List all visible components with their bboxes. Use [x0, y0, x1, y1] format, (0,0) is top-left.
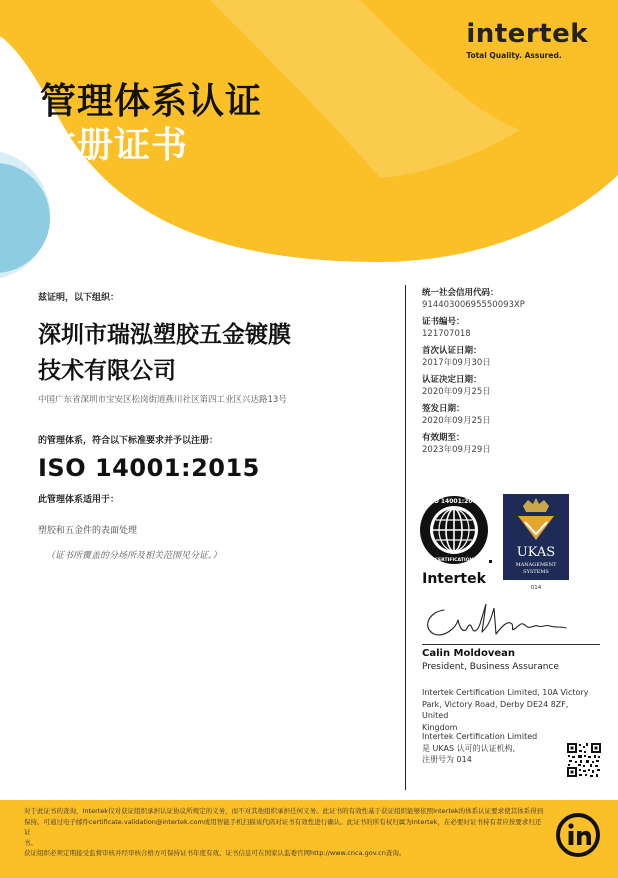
detail-value: 2020年09月25日 [422, 416, 491, 426]
detail-value: 2017年09月30日 [422, 358, 491, 368]
detail-certificate-number [422, 316, 602, 340]
footer-line: 对于此证书的查询，Intertek仅对获证组织承担认证协议所规定的义务，而不对其他组织承担任何义务。此证书的有效性基于获证组织能够依照Intertek的体系认证要求使其体系得到 [24, 807, 544, 815]
company-name [38, 317, 390, 389]
detail-decision-date [422, 374, 602, 398]
certification-marks [417, 492, 597, 592]
detail-value: 2020年09月25日 [422, 387, 491, 397]
signer-title: President, Business Assurance [422, 662, 559, 672]
issuer-address-line: Intertek Certification Limited, 10A Victory [422, 688, 589, 697]
ukas-systems: SYSTEMS [523, 569, 549, 575]
accreditation-line: 注册号为 014 [422, 755, 472, 764]
footer-line: 保持。可通过电子邮件certificate.validation@intertek.com或用智能手机扫描该代码对证书有效性进行确认。此证书的所有权归属为Intertek，在必要时证书持有者应按要求归还证 [24, 817, 542, 836]
signer-block [422, 648, 607, 672]
accreditation-line: Intertek Certification Limited [422, 732, 538, 741]
intertek-iso-mark [420, 496, 492, 587]
teal-circle-light [0, 150, 50, 280]
signer-name: Calin Moldovean [422, 648, 515, 659]
intertek-in-logo-icon [554, 811, 602, 859]
company-address: 中国广东省深圳市宝安区松岗街道燕川社区第四工业区兴达路13号 [38, 395, 287, 405]
company-name-line-1: 深圳市瑞泓塑胶五金镀膜 [38, 322, 291, 348]
issuer-address-line: Park, Victory Road, Derby DE24 8ZF, United [422, 699, 569, 720]
qr-code-icon[interactable] [566, 742, 602, 778]
footer-disclaimer [24, 806, 544, 859]
scope-text: 塑胶和五金件的表面处理 [38, 526, 138, 536]
standard-name: ISO 14001:2015 [38, 454, 260, 482]
ukas-label: UKAS [516, 545, 556, 560]
company-name-line-2: 技术有限公司 [38, 358, 176, 384]
registered-mark [489, 560, 492, 563]
title-line-1: 管理体系认证 [40, 81, 263, 122]
logo-wordmark: intertek [466, 19, 588, 49]
iso-ring-bottom-text: CERTIFICATION [434, 558, 474, 563]
intro-text: 兹证明，以下组织： [38, 293, 120, 303]
ukas-management: MANAGEMENT [515, 562, 557, 568]
detail-label: 统一社会信用代码： [422, 288, 499, 298]
scope-note: （证书所覆盖的分场所及相关范围见分证。） [46, 551, 222, 561]
detail-expiry-date [422, 432, 602, 456]
detail-label: 有效期至： [422, 433, 465, 443]
accreditation-line: 是 UKAS 认可的认证机构, [422, 743, 516, 753]
signature-line [422, 644, 600, 645]
column-divider [405, 285, 406, 790]
detail-issue-date [422, 403, 602, 427]
detail-value: 2023年09月29日 [422, 445, 491, 455]
scope-heading: 此管理体系适用于： [38, 495, 120, 505]
intertek-mark-label: Intertek [422, 571, 486, 587]
intertek-logo [466, 20, 588, 60]
ukas-mark [503, 494, 569, 591]
detail-value: 91440300695550093XP [422, 300, 525, 310]
certificate-details [422, 287, 602, 461]
detail-label: 证书编号： [422, 317, 465, 327]
detail-first-certification [422, 345, 602, 369]
footer-line: 获证组织必须定期接受监督审核并经审核合格方可保持证书年度有效。证书信息可在国家认监委官网http://www.cnca.gov.cn查询。 [24, 849, 406, 857]
globe-icon [433, 509, 475, 551]
issuer-address [422, 687, 592, 733]
issuer-address-line: Kingdom [422, 722, 458, 732]
iso-ring-text: ISO 14001:2015 [427, 498, 481, 505]
ukas-number: 014 [530, 585, 542, 591]
footer-line: 书。 [24, 838, 37, 847]
accreditation-statement [422, 731, 562, 766]
certificate-body [38, 290, 390, 561]
detail-credit-code [422, 287, 602, 311]
title-line-2: 注册证书 [40, 125, 189, 166]
detail-value: 121707018 [422, 329, 471, 339]
detail-label: 首次认证日期： [422, 346, 482, 356]
detail-label: 认证决定日期： [422, 375, 482, 385]
logo-tagline: Total Quality. Assured. [466, 51, 562, 60]
detail-label: 签发日期： [422, 404, 465, 414]
signature-image [422, 600, 572, 640]
conformity-statement: 的管理体系，符合以下标准要求并予以注册： [38, 436, 219, 446]
